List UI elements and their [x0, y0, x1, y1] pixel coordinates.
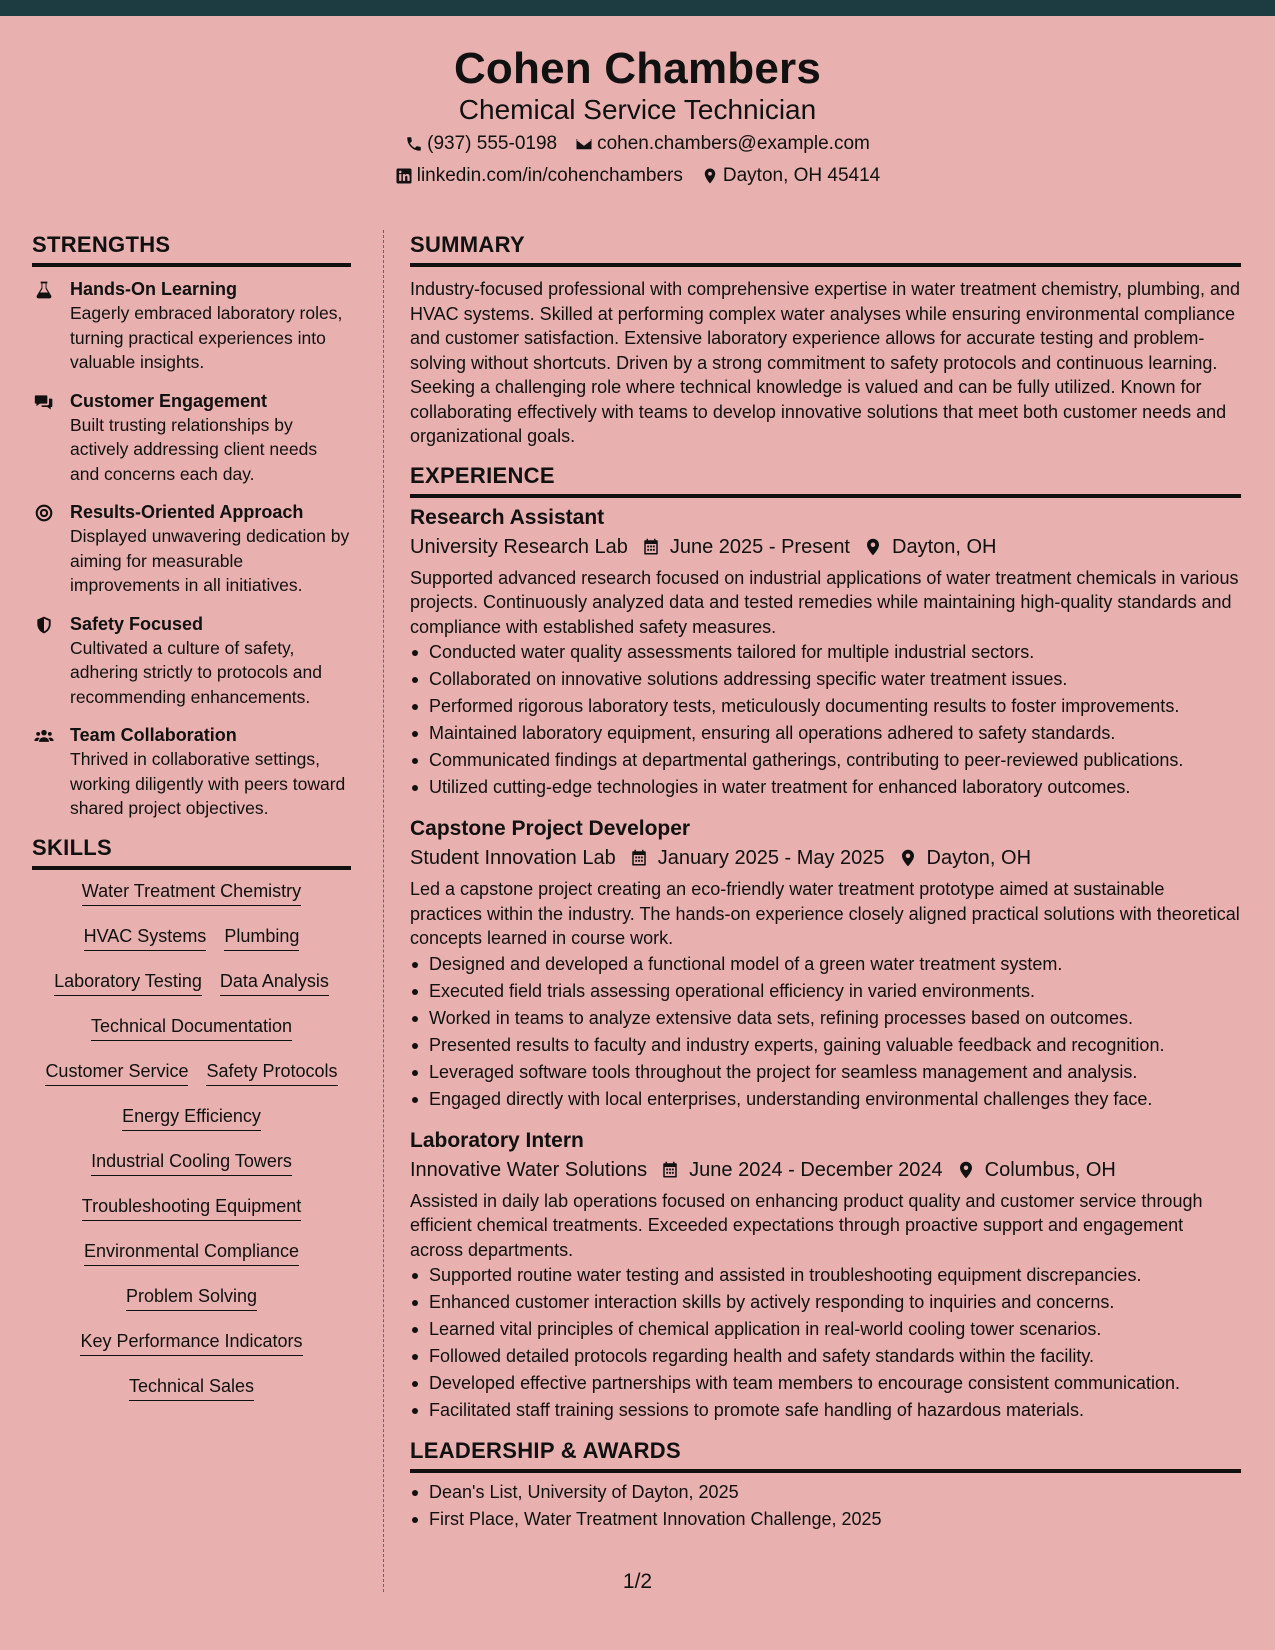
- skill-tag: Technical Documentation: [91, 1015, 292, 1041]
- skill-row: [32, 1015, 351, 1060]
- job-bullet: Leveraged software tools throughout the project for seamless management and analysis.: [410, 1059, 1241, 1086]
- job-description: Assisted in daily lab operations focused on enhancing product quality and customer service through efficient chemical treatments. Exceeded expectations through proactive support and engagement across departments.: [410, 1190, 1203, 1260]
- skill-tag: Problem Solving: [126, 1285, 257, 1311]
- email-text[interactable]: cohen.chambers@example.com: [597, 133, 870, 154]
- job-bullet: Collaborated on innovative solutions addressing specific water treatment issues.: [410, 666, 1241, 693]
- strengths-heading: STRENGTHS: [32, 232, 351, 267]
- location-text: Dayton, OH 45414: [722, 165, 881, 186]
- job-dates: June 2024 - December 2024: [689, 1158, 943, 1181]
- job-entry: [410, 504, 1241, 802]
- chat-icon: [32, 389, 70, 487]
- strength-description: Built trusting relationships by actively addressing client needs and concerns each day.: [70, 414, 318, 484]
- skill-row: [32, 1060, 351, 1105]
- job-meta: [410, 1155, 1241, 1185]
- strength-title: Safety Focused: [70, 613, 204, 634]
- job-bullet: Communicated findings at departmental gatherings, contributing to peer-reviewed publications.: [410, 747, 1241, 774]
- contact-row-2: [0, 165, 1275, 187]
- target-icon: [32, 500, 70, 598]
- strength-title: Customer Engagement: [70, 390, 268, 411]
- summary-text: Industry-focused professional with comprehensive expertise in water treatment chemistry, plumbing, and HVAC systems. Skilled at performing complex water analyses while ensuring environmental compliance and customer satisfaction. Extensive laboratory experience allows for accurate testing and problem-solving without shortcuts. Driven by a strong commitment to safety protocols and continuous learning. Seeking a challenging role where technical knowledge is valued and can be fully utilized. Known for collaborating effectively with teams to develop innovative solutions that meet both customer needs and organizational goals.: [410, 279, 1241, 446]
- skill-tag: Industrial Cooling Towers: [91, 1150, 292, 1176]
- skill-tag: Data Analysis: [220, 970, 329, 996]
- job-bullet: Maintained laboratory equipment, ensuring all operations adhered to safety standards.: [410, 720, 1241, 747]
- job-description: Supported advanced research focused on industrial applications of water treatment chemicals in various projects. Continuously analyzed data and tested remedies while maintaining high-quality standards and compliance with established safety measures.: [410, 567, 1239, 637]
- strength-title: Hands-On Learning: [70, 279, 238, 299]
- job-bullets: [410, 951, 1241, 1113]
- job-bullet: Developed effective partnerships with team members to encourage consistent communication.: [410, 1370, 1241, 1397]
- skill-tag: Water Treatment Chemistry: [82, 880, 301, 906]
- skill-row: [32, 1240, 351, 1285]
- skill-tag: Environmental Compliance: [84, 1240, 299, 1266]
- skill-row: [32, 1195, 351, 1240]
- skill-row: [32, 1285, 351, 1330]
- candidate-name: Cohen Chambers: [453, 44, 822, 93]
- strength-title: Team Collaboration: [70, 725, 237, 745]
- job-description: Led a capstone project creating an eco-friendly water treatment prototype aimed at sustainable practices within the industry. The hands-on experience closely aligned practical solutions with theoretical concepts learned in course work.: [410, 879, 1240, 948]
- job-dates: June 2025 - Present: [669, 535, 850, 558]
- skill-row: [32, 1330, 351, 1375]
- job-location: Columbus, OH: [984, 1158, 1116, 1181]
- calendar-icon: [630, 848, 648, 868]
- calendar-icon: [661, 1160, 679, 1180]
- job-location: Dayton, OH: [892, 535, 997, 558]
- strengths-list: [32, 277, 351, 821]
- award-item: First Place, Water Treatment Innovation Challenge, 2025: [410, 1506, 1241, 1533]
- map-pin-icon: [864, 537, 882, 557]
- job-bullets: [410, 1262, 1241, 1424]
- strength-description: Displayed unwavering dedication by aiming for measurable improvements in all initiatives.: [70, 526, 350, 595]
- skill-row: [32, 880, 351, 925]
- strength-item: [32, 500, 351, 598]
- skill-row: [32, 1375, 351, 1420]
- users-icon: [32, 723, 70, 821]
- job-entry: [410, 815, 1241, 1113]
- skill-row: [32, 1105, 351, 1150]
- phone-contact: [405, 133, 557, 155]
- skill-tag: Technical Sales: [129, 1375, 254, 1401]
- awards-list: [410, 1479, 1241, 1533]
- strength-item: [32, 612, 351, 710]
- skill-tag: Plumbing: [224, 925, 299, 951]
- resume-header: [0, 16, 1275, 204]
- skills-list: [32, 880, 351, 1420]
- job-meta: [410, 843, 1241, 873]
- strength-description: Thrived in collaborative settings, working diligently with peers toward shared project objectives.: [70, 749, 346, 818]
- job-organization: Innovative Water Solutions: [410, 1158, 648, 1181]
- skill-tag: Laboratory Testing: [54, 970, 202, 996]
- shield-icon: [32, 612, 70, 710]
- experience-list: [410, 504, 1241, 1425]
- summary-heading: SUMMARY: [410, 232, 1241, 267]
- job-bullet: Conducted water quality assessments tailored for multiple industrial sectors.: [410, 639, 1241, 666]
- experience-heading: EXPERIENCE: [410, 463, 1241, 498]
- calendar-icon: [642, 537, 660, 557]
- job-bullets: [410, 639, 1241, 801]
- job-bullet: Presented results to faculty and industry experts, gaining valuable feedback and recognition.: [410, 1032, 1241, 1059]
- linkedin-text[interactable]: linkedin.com/in/cohenchambers: [416, 165, 683, 186]
- job-bullet: Engaged directly with local enterprises, understanding environmental challenges they face.: [410, 1086, 1241, 1113]
- location-contact: [701, 165, 880, 187]
- job-dates: January 2025 - May 2025: [657, 847, 885, 869]
- job-title: Laboratory Intern: [410, 1128, 584, 1152]
- map-pin-icon: [899, 848, 917, 868]
- strength-item: [32, 723, 351, 821]
- job-entry: [410, 1127, 1241, 1425]
- skill-row: [32, 1150, 351, 1195]
- skill-row: [32, 925, 351, 970]
- skill-row: [32, 970, 351, 1015]
- map-pin-icon: [701, 167, 719, 185]
- job-title: Capstone Project Developer: [410, 817, 691, 840]
- award-item: Dean's List, University of Dayton, 2025: [410, 1479, 1241, 1506]
- job-bullet: Designed and developed a functional model of a green water treatment system.: [410, 951, 1241, 978]
- skill-tag: Key Performance Indicators: [80, 1330, 302, 1356]
- strength-item: [32, 389, 351, 487]
- job-title: Research Assistant: [410, 505, 605, 529]
- awards-heading: LEADERSHIP & AWARDS: [410, 1438, 1241, 1473]
- right-column: [410, 232, 1241, 1533]
- job-bullet: Executed field trials assessing operational efficiency in varied environments.: [410, 978, 1241, 1005]
- phone-icon: [405, 135, 423, 153]
- skills-heading: SKILLS: [32, 835, 351, 870]
- job-bullet: Performed rigorous laboratory tests, meticulously documenting results to foster improvements.: [410, 693, 1241, 720]
- strength-item: [32, 277, 351, 375]
- job-organization: University Research Lab: [410, 535, 628, 558]
- skill-tag: Troubleshooting Equipment: [82, 1195, 301, 1221]
- email-contact[interactable]: [575, 133, 870, 155]
- left-column: [32, 232, 351, 1420]
- job-bullet: Facilitated staff training sessions to promote safe handling of hazardous materials.: [410, 1397, 1241, 1424]
- flask-icon: [32, 277, 70, 375]
- contact-row-1: [0, 133, 1275, 155]
- linkedin-icon: [395, 167, 413, 185]
- job-location: Dayton, OH: [926, 847, 1032, 869]
- skill-tag: HVAC Systems: [84, 925, 207, 951]
- phone-text: (937) 555-0198: [427, 133, 558, 154]
- envelope-icon: [575, 135, 593, 153]
- job-bullet: Learned vital principles of chemical application in real-world cooling tower scenarios.: [410, 1316, 1241, 1343]
- candidate-title: Chemical Service Technician: [458, 94, 817, 125]
- strength-description: Cultivated a culture of safety, adhering strictly to protocols and recommending enhancements.: [70, 637, 322, 707]
- job-bullet: Supported routine water testing and assisted in troubleshooting equipment discrepancies.: [410, 1262, 1241, 1289]
- skill-tag: Safety Protocols: [206, 1060, 337, 1086]
- map-pin-icon: [957, 1160, 975, 1180]
- skill-tag: Customer Service: [45, 1060, 188, 1086]
- linkedin-contact[interactable]: [395, 165, 683, 187]
- job-organization: Student Innovation Lab: [410, 847, 616, 869]
- top-accent-bar: [0, 0, 1275, 16]
- strength-description: Eagerly embraced laboratory roles, turning practical experiences into valuable insights.: [70, 303, 343, 372]
- job-bullet: Utilized cutting-edge technologies in water treatment for enhanced laboratory outcomes.: [410, 774, 1241, 801]
- job-bullet: Enhanced customer interaction skills by actively responding to inquiries and concerns.: [410, 1289, 1241, 1316]
- job-bullet: Followed detailed protocols regarding health and safety standards within the facility.: [410, 1343, 1241, 1370]
- page-number: 1/2: [622, 1570, 653, 1593]
- skill-tag: Energy Efficiency: [122, 1105, 261, 1131]
- job-bullet: Worked in teams to analyze extensive data sets, refining processes based on outcomes.: [410, 1005, 1241, 1032]
- column-divider: [383, 230, 384, 1592]
- job-meta: [410, 532, 1241, 562]
- strength-title: Results-Oriented Approach: [70, 502, 304, 522]
